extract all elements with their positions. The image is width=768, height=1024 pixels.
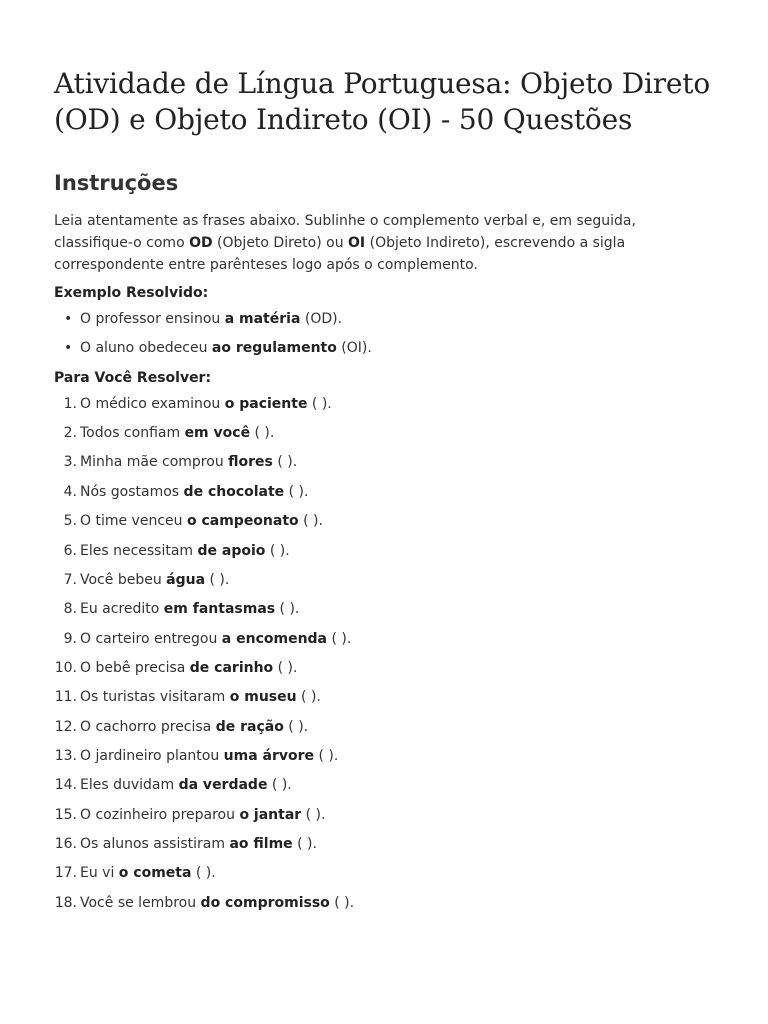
question-number: 2.	[63, 425, 77, 442]
question-number: 16.	[54, 835, 77, 852]
question-answer-blank: ( ).	[292, 835, 317, 852]
question-item	[54, 862, 714, 884]
question-answer-blank: ( ).	[205, 571, 230, 588]
document-page	[54, 66, 714, 921]
question-number: 12.	[54, 718, 77, 735]
question-item	[54, 510, 714, 532]
example-text-post: (OD).	[300, 311, 343, 327]
question-number: 3.	[63, 454, 77, 471]
question-item	[54, 745, 714, 767]
question-item	[54, 716, 714, 738]
question-text-pre: O cozinheiro preparou	[80, 806, 240, 823]
question-answer-blank: ( ).	[298, 513, 323, 530]
question-answer-blank: ( ).	[284, 483, 309, 500]
instructions-text-1: Leia atentamente as frases abaixo. Sublinhe o complemento verbal e, em seguida, classifique-o como	[54, 213, 636, 251]
question-item	[54, 892, 714, 914]
example-text-post: (OI).	[336, 340, 372, 357]
question-number: 15.	[54, 806, 77, 823]
question-answer-blank: ( ).	[301, 806, 326, 823]
question-complement: o museu	[229, 689, 297, 706]
question-text-pre: Os alunos assistiram	[80, 835, 230, 852]
question-complement: o jantar	[239, 806, 302, 823]
question-answer-blank: ( ).	[265, 542, 290, 559]
question-number: 5.	[63, 513, 77, 530]
question-answer-blank: ( ).	[275, 601, 300, 618]
instructions-heading: Instruções	[54, 171, 179, 195]
question-text-pre: Eu vi	[80, 865, 119, 882]
example-label: Exemplo Resolvido:	[54, 285, 209, 301]
example-item	[54, 308, 714, 330]
question-text-pre: Nós gostamos	[80, 483, 184, 500]
question-text-pre: Você bebeu	[80, 571, 167, 588]
question-complement: da verdade	[178, 777, 268, 794]
question-item	[54, 540, 714, 562]
example-complement: ao regulamento	[211, 340, 337, 357]
question-complement: do compromisso	[200, 894, 330, 911]
question-answer-blank: ( ).	[272, 454, 298, 471]
question-text-pre: Eles necessitam	[80, 542, 198, 559]
question-answer-blank: ( ).	[250, 425, 275, 442]
question-text-pre: Você se lembrou	[80, 894, 201, 911]
question-answer-blank: ( ).	[296, 689, 321, 706]
question-complement: de ração	[215, 718, 284, 735]
question-text-pre: O bebê precisa	[80, 659, 190, 676]
question-text-pre: Minha mãe comprou	[80, 454, 229, 471]
question-number: 10.	[54, 659, 77, 676]
question-number: 14.	[54, 777, 77, 794]
bullet-icon: •	[64, 311, 73, 327]
question-number: 13.	[54, 747, 77, 764]
question-item	[54, 569, 714, 591]
question-item	[54, 804, 714, 826]
question-complement: água	[166, 571, 206, 588]
question-item	[54, 393, 714, 415]
question-number: 17.	[54, 865, 77, 882]
question-complement: de chocolate	[183, 483, 285, 500]
exercise-label: Para Você Resolver:	[54, 369, 212, 386]
bullet-icon: •	[64, 340, 73, 357]
question-item	[54, 598, 714, 620]
question-item	[54, 774, 714, 796]
question-number: 6.	[63, 542, 77, 559]
instructions-text-2: (Objeto Direto) ou	[212, 235, 349, 251]
question-answer-blank: ( ).	[314, 747, 339, 764]
questions-list	[54, 393, 714, 914]
question-text-pre: O cachorro precisa	[80, 718, 216, 735]
question-complement: uma árvore	[223, 747, 315, 764]
page-title: Atividade de Língua Portuguesa: Objeto Direto (OD) e Objeto Indireto (OI) - 50 Questões	[54, 67, 711, 136]
question-answer-blank: ( ).	[191, 865, 216, 882]
question-text-pre: O médico examinou	[80, 395, 225, 412]
example-complement: a matéria	[224, 311, 301, 327]
question-text-pre: Todos confiam	[80, 425, 185, 442]
question-answer-blank: ( ).	[327, 630, 352, 647]
question-complement: o campeonato	[186, 513, 299, 530]
question-answer-blank: ( ).	[307, 395, 332, 412]
question-item	[54, 481, 714, 503]
question-number: 7.	[63, 571, 77, 588]
question-item	[54, 657, 714, 679]
question-text-pre: Eles duvidam	[80, 777, 179, 794]
question-text-pre: Eu acredito	[80, 601, 164, 618]
question-number: 9.	[63, 630, 77, 647]
question-complement: o cometa	[118, 865, 192, 882]
instructions-text-3: (Objeto Indireto), escrevendo a sigla correspondente entre parênteses logo após o complemento.	[54, 235, 626, 273]
example-text-pre: O aluno obedeceu	[80, 340, 212, 357]
question-number: 4.	[63, 483, 77, 500]
example-text-pre: O professor ensinou	[80, 311, 225, 327]
question-complement: a encomenda	[221, 630, 327, 647]
question-number: 8.	[63, 601, 77, 618]
od-abbreviation: OD	[189, 235, 213, 251]
question-complement: em fantasmas	[163, 601, 276, 618]
example-item	[54, 337, 714, 359]
question-number: 1.	[63, 395, 77, 412]
question-item	[54, 628, 714, 650]
question-text-pre: O time venceu	[80, 513, 187, 530]
instructions-paragraph	[54, 210, 714, 276]
question-complement: o paciente	[224, 395, 308, 412]
question-item	[54, 451, 714, 473]
question-complement: em você	[184, 425, 251, 442]
question-item	[54, 833, 714, 855]
question-complement: de carinho	[189, 659, 274, 676]
oi-abbreviation: OI	[348, 235, 366, 251]
question-text-pre: Os turistas visitaram	[80, 689, 230, 706]
question-answer-blank: ( ).	[329, 894, 355, 911]
question-answer-blank: ( ).	[267, 777, 292, 794]
question-answer-blank: ( ).	[273, 659, 298, 676]
question-answer-blank: ( ).	[283, 718, 309, 735]
examples-list	[54, 308, 714, 359]
question-number: 11.	[54, 689, 77, 706]
question-complement: flores	[228, 454, 273, 471]
question-number: 18.	[54, 894, 77, 911]
question-text-pre: O carteiro entregou	[80, 630, 222, 647]
question-complement: ao filme	[229, 835, 293, 852]
question-text-pre: O jardineiro plantou	[80, 747, 224, 764]
question-item	[54, 686, 714, 708]
question-item	[54, 422, 714, 444]
question-complement: de apoio	[197, 542, 266, 559]
